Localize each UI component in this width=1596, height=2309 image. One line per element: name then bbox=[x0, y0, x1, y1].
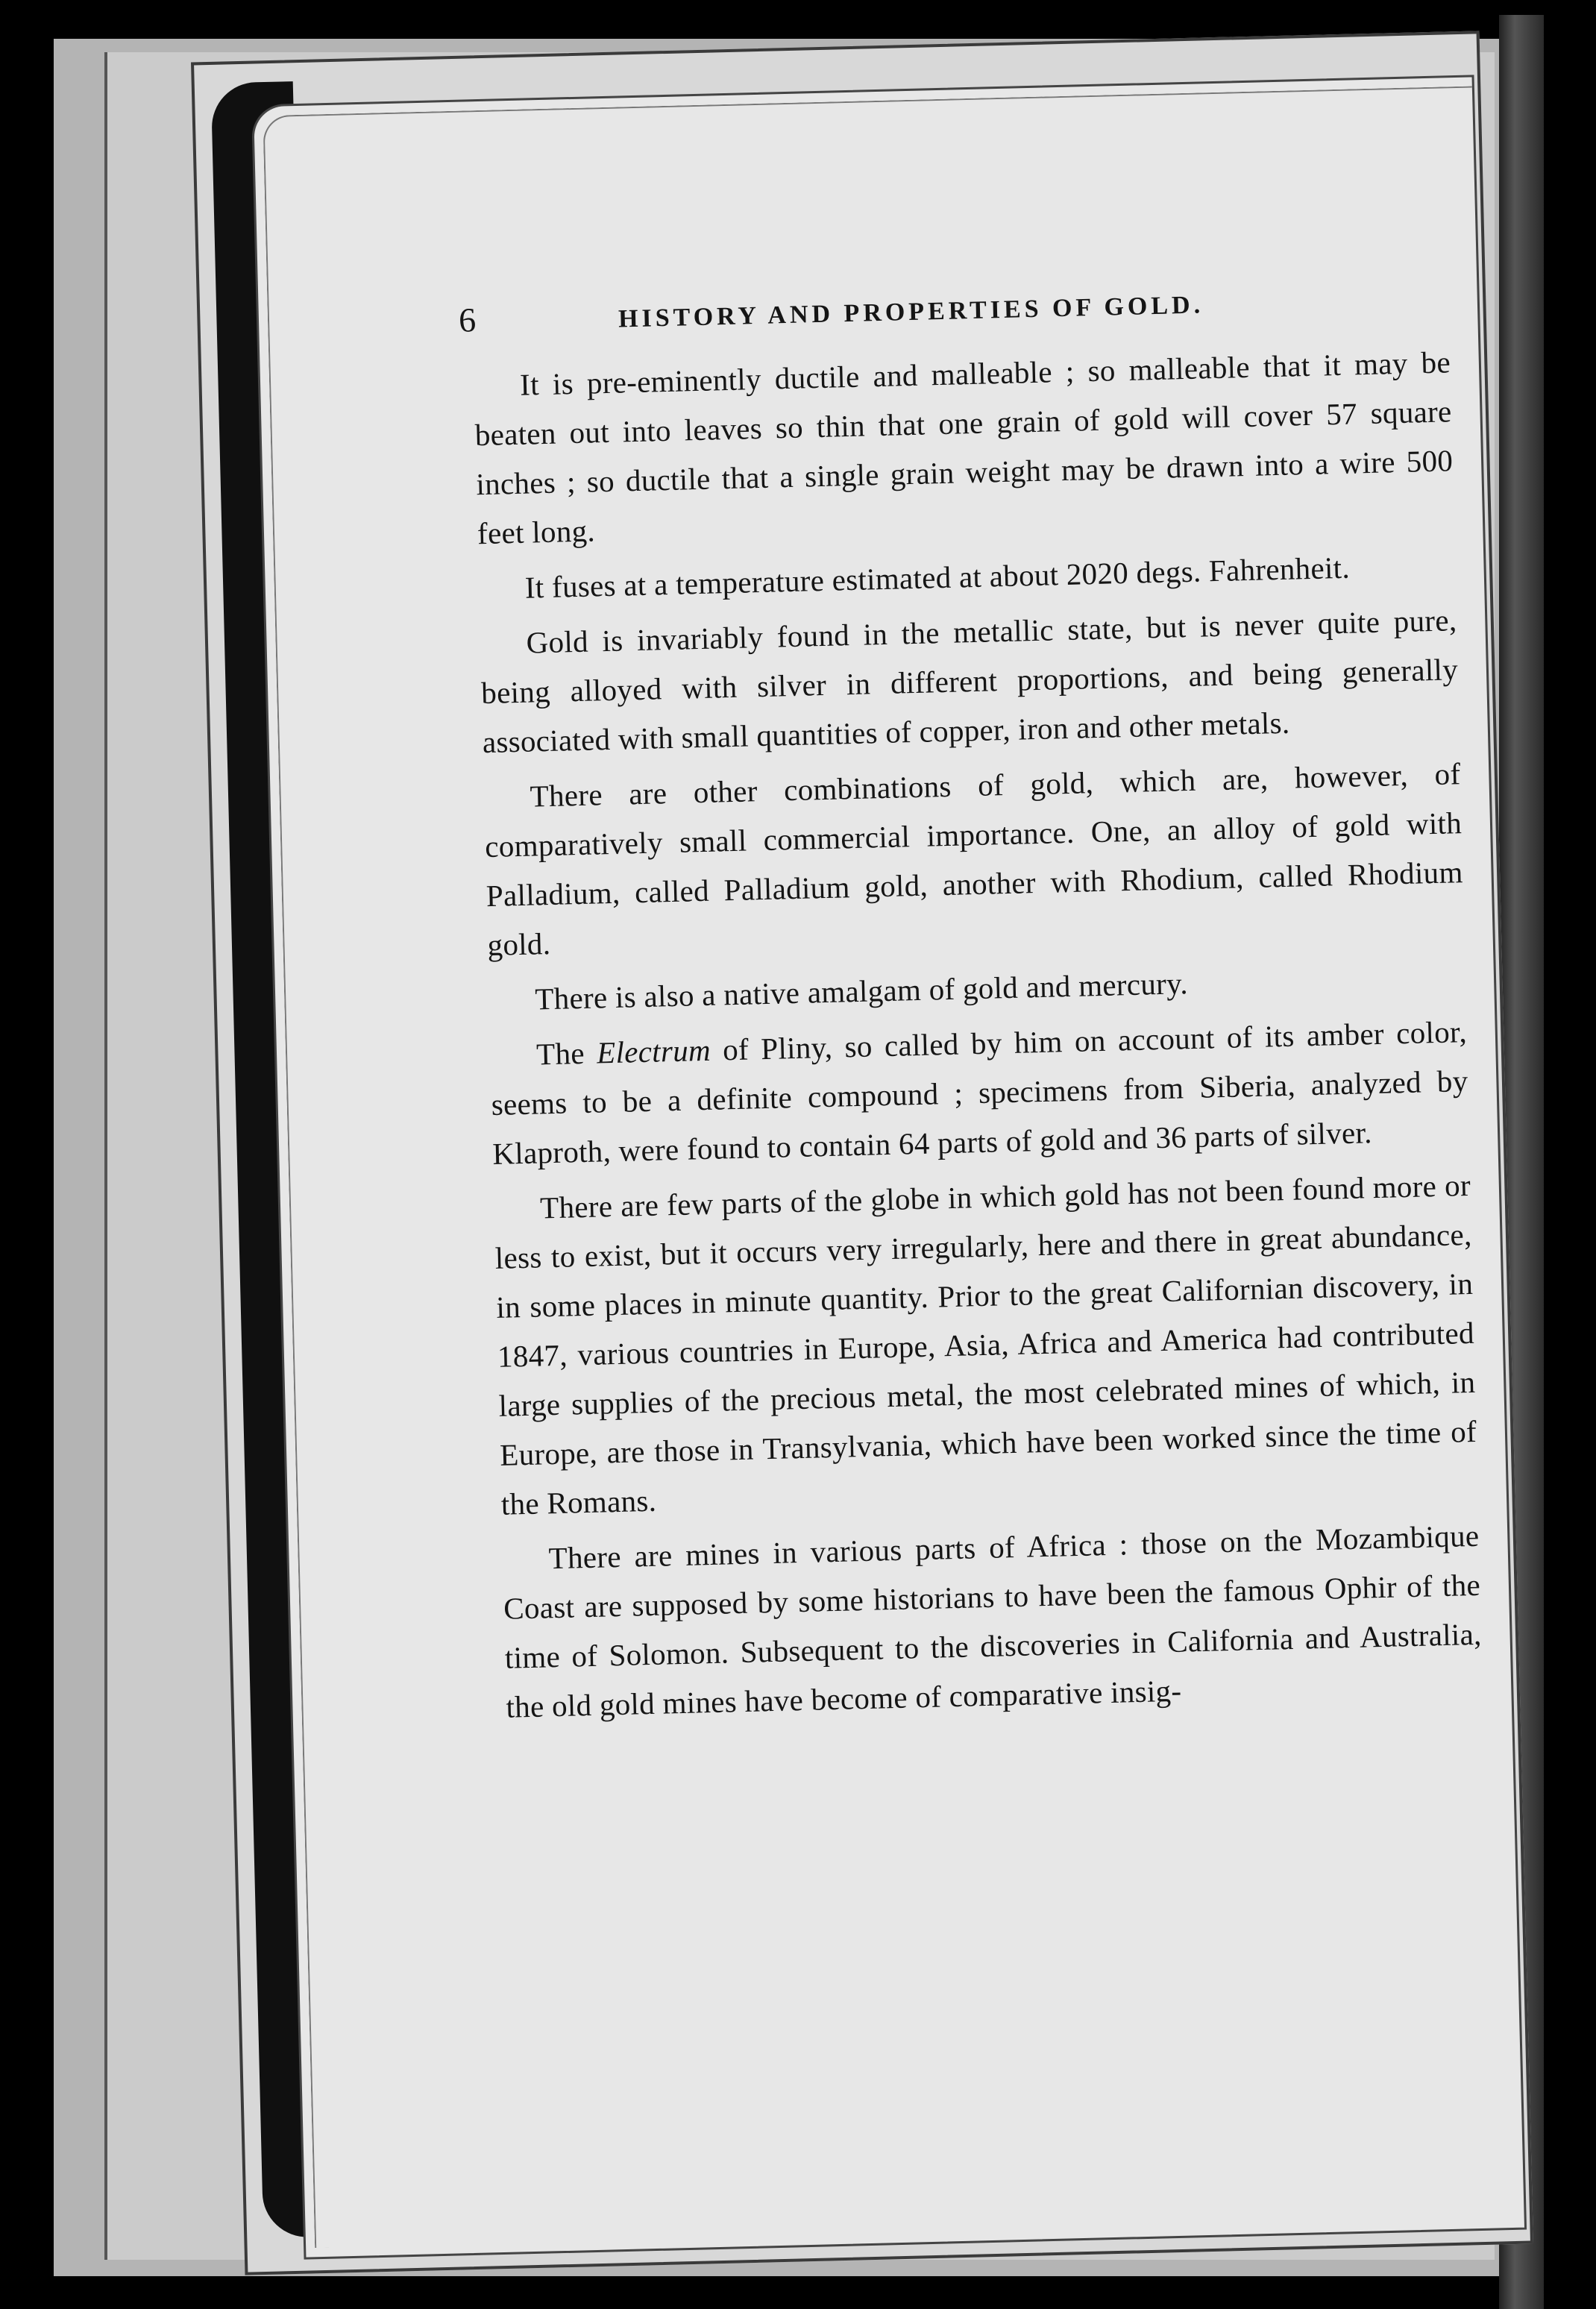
running-head: HISTORY AND PROPERTIES OF GOLD. bbox=[618, 291, 1204, 333]
book-page bbox=[251, 75, 1527, 2259]
electrum-rest: of Pliny, so called by him on account of its amber color, seems to be a definite compound ; specimens from Siberia, analyzed by Klaproth, were found to contain 64 parts of gold and 36 parts of silver. bbox=[491, 1014, 1468, 1171]
electrum-term: Electrum bbox=[596, 1032, 711, 1070]
paragraph-amalgam: There is also a native amalgam of gold and mercury. bbox=[534, 966, 1189, 1017]
electrum-lead: The bbox=[535, 1035, 597, 1072]
paragraph-combinations: There are other combinations of gold, which are, however, of comparatively small commercial importance. One, an alloy of gold with Palladium, called Palladium gold, another with Rhodium, called Rhodium gold. bbox=[484, 756, 1464, 963]
page-number: 6 bbox=[458, 301, 477, 339]
paragraph-electrum bbox=[489, 1007, 1469, 1178]
page-text bbox=[458, 271, 1483, 1731]
paragraph-africa: There are mines in various parts of Africa : those on the Mozambique Coast are supposed by some historians to have been the famous Ophir of the time of Solomon. Subsequent to the discoveries in California and Australia, the old gold mines have become of comparative insig- bbox=[503, 1518, 1483, 1724]
paragraph-metallic-state: Gold is invariably found in the metallic state, but is never quite pure, being alloyed with silver in different proportions, and being generally associated with small quantities of copper, iron and other metals. bbox=[480, 603, 1459, 760]
paragraph-fusing-point: It fuses at a temperature estimated at about 2020 degs. Fahrenheit. bbox=[524, 550, 1351, 605]
paragraph-distribution: There are few parts of the globe in which gold has not been found more or less to exist, but it occurs very irregularly, here and there in great abundance, in some places in minute quantity. Prior to the great Californian discovery, in 1847, various countries in Europe, Asia, Africa and America had contributed large supplies of the precious metal, the most celebrated mines of which, in Europe, are those in Transylvania, which have been worked since the time of the Romans. bbox=[494, 1167, 1477, 1521]
paragraph-ductility: It is pre-eminently ductile and malleable ; so malleable that it may be beaten out into leaves so thin that one grain of gold will cover 57 square inches ; so ductile that a single grain weight may be drawn into a wire 500 feet long. bbox=[474, 345, 1454, 551]
